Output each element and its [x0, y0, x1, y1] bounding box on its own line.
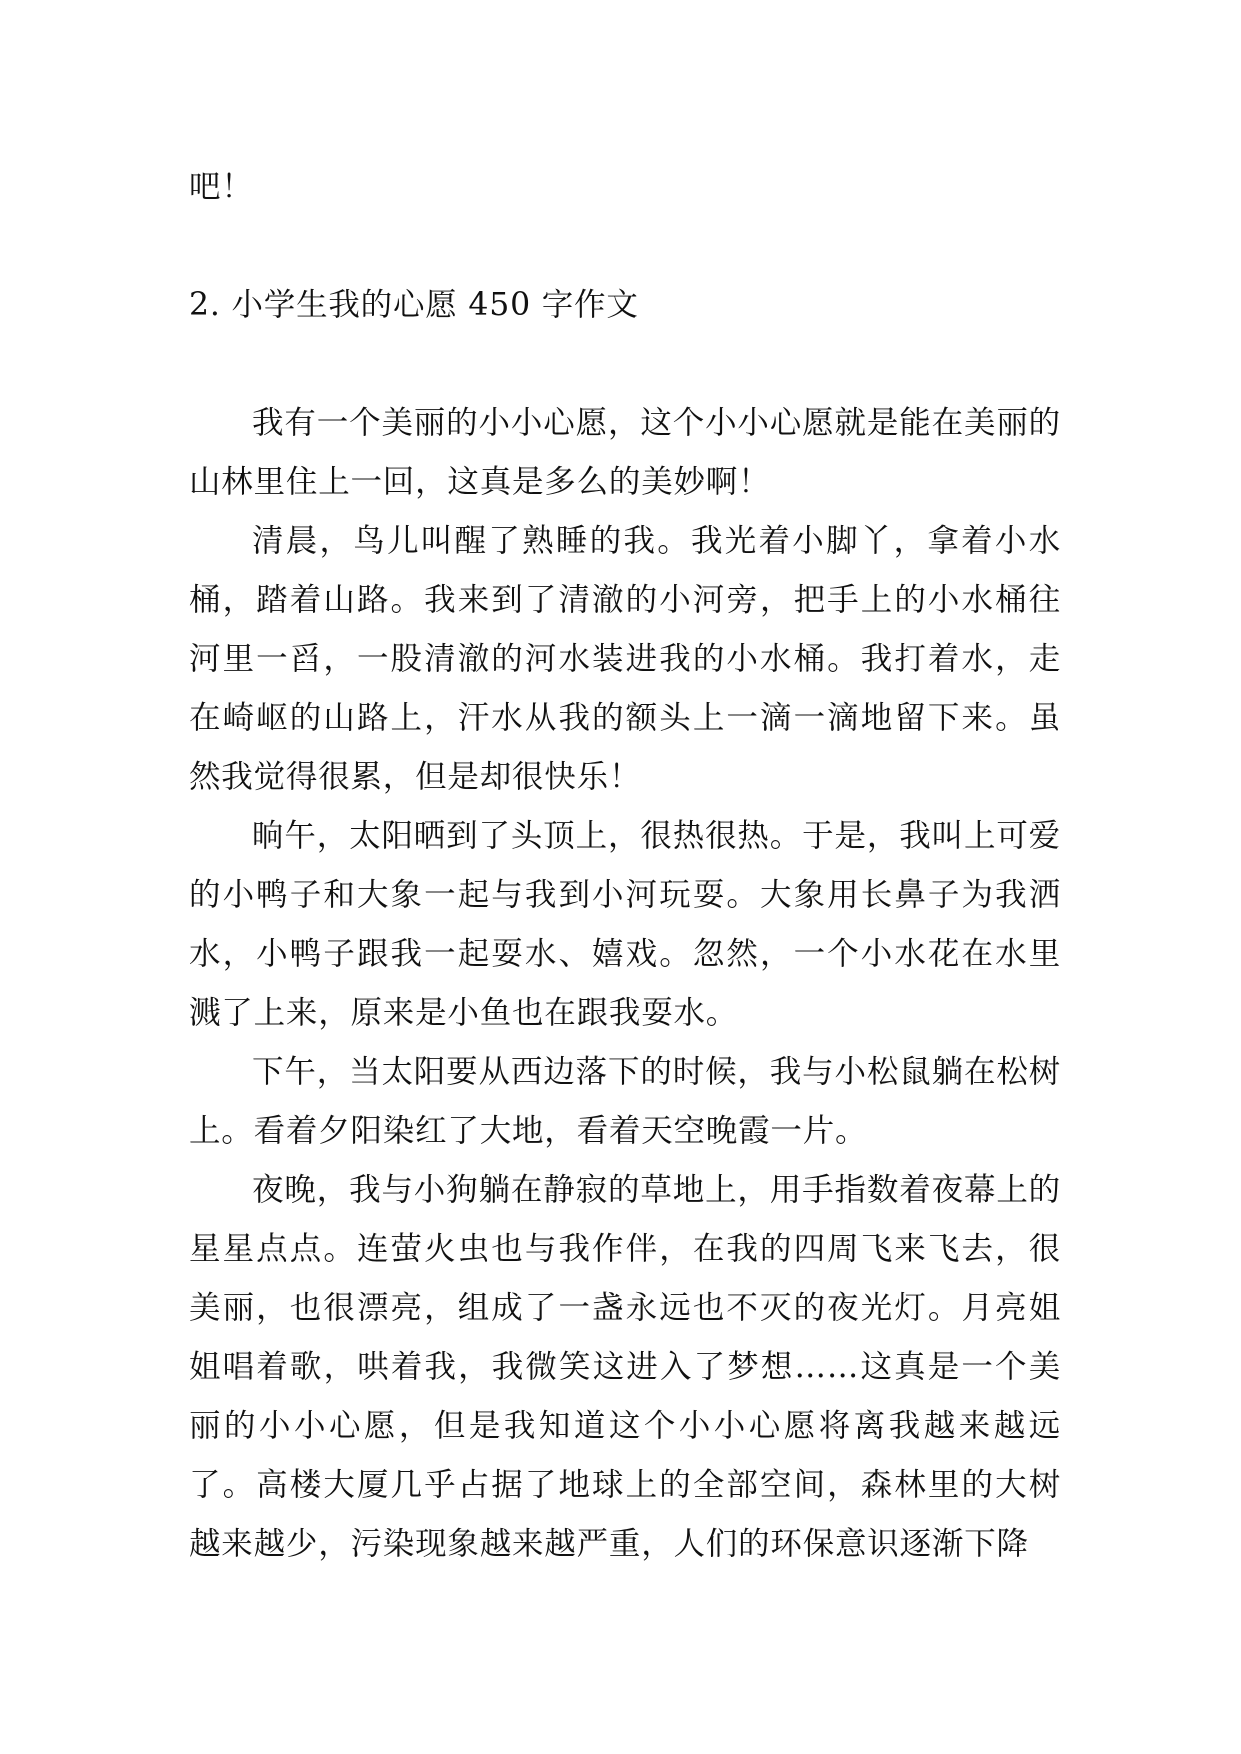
section-title: 2. 小学生我的心愿 450 字作文 [189, 287, 639, 323]
document-body [189, 158, 1061, 1574]
paragraph-2: 清晨，鸟儿叫醒了熟睡的我。我光着小脚丫，拿着小水桶，踏着山路。我来到了清澈的小河旁，把手上的小水桶往河里一舀，一股清澈的河水装进我的小水桶。我打着水，走在崎岖的山路上，汗水从我的额头上一滴一滴地留下来。虽然我觉得很累，但是却很快乐！ [189, 523, 1061, 795]
paragraph-5: 夜晚，我与小狗躺在静寂的草地上，用手指数着夜幕上的星星点点。连萤火虫也与我作伴，在我的四周飞来飞去，很美丽，也很漂亮，组成了一盏永远也不灭的夜光灯。月亮姐姐唱着歌，哄着我，我微笑这进入了梦想……这真是一个美丽的小小心愿，但是我知道这个小小心愿将离我越来越远了。高楼大厦几乎占据了地球上的全部空间，森林里的大树越来越少，污染现象越来越严重，人们的环保意识逐渐下降 [189, 1172, 1061, 1562]
continued-text: 吧！ [189, 169, 254, 205]
paragraph-3: 晌午，太阳晒到了头顶上，很热很热。于是，我叫上可爱的小鸭子和大象一起与我到小河玩耍。大象用长鼻子为我洒水，小鸭子跟我一起耍水、嬉戏。忽然，一个小水花在水里溅了上来，原来是小鱼也在跟我耍水。 [189, 818, 1061, 1031]
paragraph-1: 我有一个美丽的小小心愿，这个小小心愿就是能在美丽的山林里住上一回，这真是多么的美妙啊！ [189, 405, 1061, 500]
paragraph-4: 下午，当太阳要从西边落下的时候，我与小松鼠躺在松树上。看着夕阳染红了大地，看着天空晚霞一片。 [189, 1054, 1061, 1149]
